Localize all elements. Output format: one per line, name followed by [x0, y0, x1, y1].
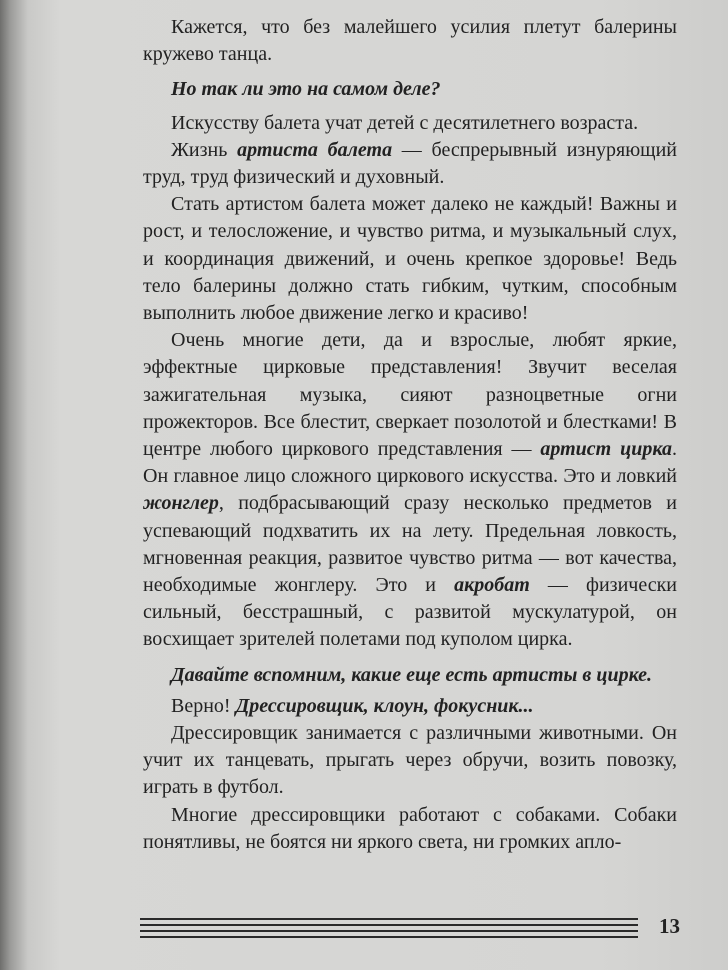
paragraph-text: Верно!	[171, 694, 236, 717]
footer-rule	[140, 918, 638, 920]
paragraph-text: Многие дрессировщики работают с собаками. Собаки понятливы, не боятся ни яркого света, ни громких апло-	[143, 803, 677, 853]
paragraph-text: Жизнь	[171, 138, 238, 161]
paragraph-text: Дрессировщик занимается с различными животными. Он учит их танцевать, прыгать через обручи, возить повозку, играть в футбол.	[143, 722, 677, 799]
footer-rule	[140, 930, 638, 932]
paragraph	[143, 191, 677, 327]
paragraph-text: Искусству балета учат детей с десятилетнего возраста.	[171, 111, 639, 134]
paragraph	[143, 693, 677, 720]
page-number: 13	[659, 914, 680, 938]
question-paragraph	[143, 662, 677, 689]
paragraph-text: — беспрерывный изнуряющий труд, труд физический и духовный.	[143, 138, 677, 189]
paragraph	[143, 137, 677, 191]
emphasized-text: артист цирка	[540, 438, 672, 461]
footer-rule	[140, 924, 638, 926]
emphasized-text: акробат	[454, 574, 530, 597]
footer-rule	[140, 936, 638, 938]
question-paragraph	[143, 76, 677, 103]
paragraph-text: . Он главное лицо сложного циркового искусства. Это и ловкий	[143, 438, 677, 488]
emphasized-text: жонглер	[143, 492, 219, 515]
paragraph-text: Стать артистом балета может далеко не каждый! Важны и рост, и телосложение, и чувство ритма, и музыкальный слух, и координация движений, и очень крепкое здоровье! Ведь тело балерины должно стать гибким, чутким, способным выполнить любое движение легко и красиво!	[143, 193, 677, 325]
paragraph-text: , подбрасывающий сразу несколько предметов и успевающий подхватить их на лету. Предельная ловкость, мгновенная реакция, развитое чувство ритма — вот качества, необходимые жонглеру. Это и	[143, 492, 677, 597]
page-body-text	[143, 14, 677, 856]
paragraph	[143, 720, 677, 802]
emphasized-text: Дрессировщик, клоун, фокусник...	[235, 694, 534, 717]
paragraph	[143, 110, 677, 137]
paragraph	[143, 802, 677, 856]
emphasized-text: Давайте вспомним, какие еще есть артисты в цирке.	[171, 663, 652, 686]
paragraph	[143, 14, 677, 68]
emphasized-text: Но так ли это на самом деле?	[171, 78, 441, 101]
paragraph-text: — физически сильный, бесстрашный, с развитой мускулатурой, он восхищает зрителей полетами под куполом цирка.	[143, 574, 677, 651]
paragraph-text: Очень многие дети, да и взрослые, любят яркие, эффектные цирковые представления! Звучит веселая зажигательная музыка, сияют разноцветные огни прожекторов. Все блестит, сверкает позолотой и блестками! В центре любого циркового представления —	[143, 329, 677, 461]
page-footer	[140, 914, 680, 954]
emphasized-text: артиста балета	[237, 138, 393, 161]
paragraph	[143, 327, 677, 653]
paragraph-text: Кажется, что без малейшего усилия плетут балерины кружево танца.	[143, 16, 677, 66]
